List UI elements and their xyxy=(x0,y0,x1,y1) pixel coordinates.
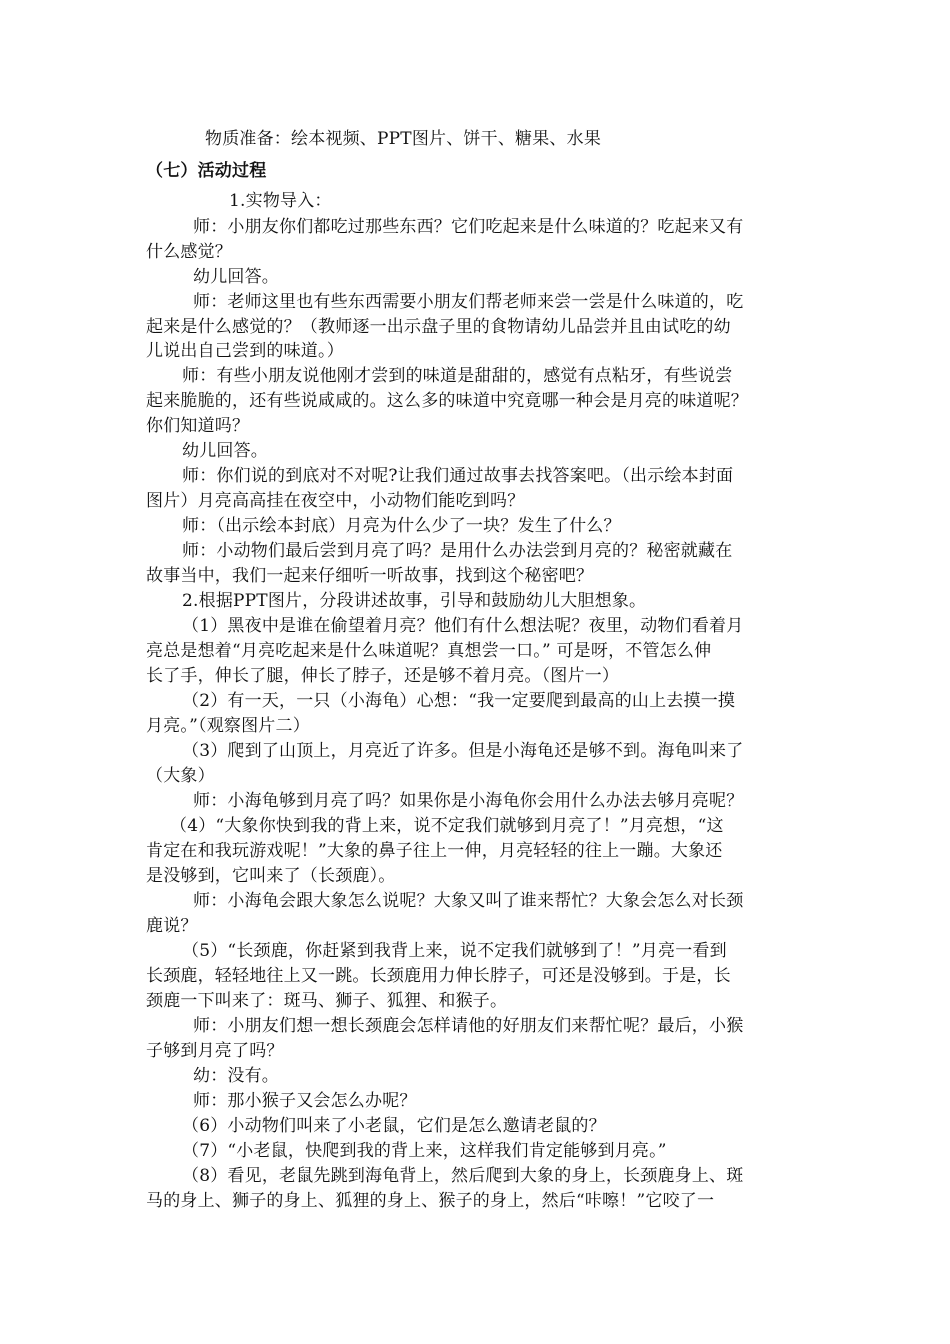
paragraph-line: 亮总是想着“月亮吃起来是什么味道呢？真想尝一口。” 可是呀，不管怎么伸 xyxy=(146,641,712,661)
paragraph-line: 师：（出示绘本封底）月亮为什么少了一块？发生了什么？ xyxy=(182,516,621,536)
paragraph-line: 长了手，伸长了腿，伸长了脖子，还是够不着月亮。（图片一） xyxy=(146,666,620,686)
paragraph-line: 起来是什么感觉的？（教师逐一出示盘子里的食物请幼儿品尝并且由试吃的幼 xyxy=(146,317,731,337)
paragraph-line: 故事当中，我们一起来仔细听一听故事，找到这个秘密吧？ xyxy=(146,566,594,586)
paragraph-line: 是没够到，它叫来了（长颈鹿）。 xyxy=(146,866,396,886)
paragraph-line: 师：小朋友你们都吃过那些东西？它们吃起来是什么味道的？吃起来又有 xyxy=(193,217,744,237)
paragraph-line: 师：小海龟够到月亮了吗？如果你是小海龟你会用什么办法去够月亮呢？ xyxy=(193,791,744,811)
paragraph-line: （6）小动物们叫来了小老鼠，它们是怎么邀请老鼠的？ xyxy=(182,1116,606,1136)
section-heading-activity-process: （七）活动过程 xyxy=(146,161,267,181)
step-2-heading: 2.根据PPT图片，分段讲述故事，引导和鼓励幼儿大胆想象。 xyxy=(182,591,647,611)
paragraph-line: 月亮。”（观察图片二） xyxy=(146,716,310,736)
paragraph-line: 马的身上、狮子的身上、狐狸的身上、猴子的身上，然后“咔嚓！”它咬了一 xyxy=(146,1191,715,1211)
paragraph-line: （1）黑夜中是谁在偷望着月亮？他们有什么想法呢？夜里，动物们看着月 xyxy=(182,616,744,636)
paragraph-line: 你们知道吗？ xyxy=(146,416,250,436)
material-preparation: 物质准备：绘本视频、PPT图片、饼干、糖果、水果 xyxy=(205,129,602,149)
paragraph-line: （3）爬到了山顶上，月亮近了许多。但是小海龟还是够不到。海龟叫来了 xyxy=(182,741,744,761)
paragraph-line: 什么感觉？ xyxy=(146,242,232,262)
paragraph-line: （8）看见，老鼠先跳到海龟背上，然后爬到大象的身上，长颈鹿身上、斑 xyxy=(182,1166,744,1186)
paragraph-line: 幼儿回答。 xyxy=(193,267,279,287)
paragraph-line: 儿说出自己尝到的味道。） xyxy=(146,341,344,361)
paragraph-line: 师：有些小朋友说他刚才尝到的味道是甜甜的，感觉有点粘牙，有些说尝 xyxy=(182,366,733,386)
paragraph-line: 图片）月亮高高挂在夜空中，小动物们能吃到吗？ xyxy=(146,491,525,511)
paragraph-line: （2）有一天，一只（小海龟）心想：“我一定要爬到最高的山上去摸一摸 xyxy=(182,691,736,711)
paragraph-line: （5）“长颈鹿，你赶紧到我背上来，说不定我们就够到了！”月亮一看到 xyxy=(182,941,727,961)
paragraph-line: 师：小动物们最后尝到月亮了吗？是用什么办法尝到月亮的？秘密就藏在 xyxy=(182,541,733,561)
paragraph-line: （4）“大象你快到我的背上来，说不定我们就够到月亮了！”月亮想，“这 xyxy=(170,816,724,836)
paragraph-line: 幼：没有。 xyxy=(193,1066,279,1086)
paragraph-line: 鹿说？ xyxy=(146,916,198,936)
paragraph-line: 幼儿回答。 xyxy=(182,441,268,461)
paragraph-line: 师：那小猴子又会怎么办呢？ xyxy=(193,1091,417,1111)
paragraph-line: 子够到月亮了吗？ xyxy=(146,1041,284,1061)
paragraph-line: （7）“小老鼠，快爬到我的背上来，这样我们肯定能够到月亮。” xyxy=(182,1141,667,1161)
paragraph-line: （大象） xyxy=(146,766,215,786)
step-1-heading: 1.实物导入： xyxy=(229,191,332,211)
paragraph-line: 师：小海龟会跟大象怎么说呢？大象又叫了谁来帮忙？大象会怎么对长颈 xyxy=(193,891,744,911)
paragraph-line: 长颈鹿，轻轻地往上又一跳。长颈鹿用力伸长脖子，可还是没够到。于是，长 xyxy=(146,966,731,986)
paragraph-line: 师：你们说的到底对不对呢?让我们通过故事去找答案吧。（出示绘本封面 xyxy=(182,466,734,486)
paragraph-line: 师：小朋友们想一想长颈鹿会怎样请他的好朋友们来帮忙呢？最后，小猴 xyxy=(193,1016,744,1036)
paragraph-line: 师：老师这里也有些东西需要小朋友们帮老师来尝一尝是什么味道的，吃 xyxy=(193,292,744,312)
paragraph-line: 起来脆脆的，还有些说咸咸的。这么多的味道中究竟哪一种会是月亮的味道呢？ xyxy=(146,391,748,411)
paragraph-line: 肯定在和我玩游戏呢！”大象的鼻子往上一伸，月亮轻轻的往上一蹦。大象还 xyxy=(146,841,723,861)
paragraph-line: 颈鹿一下叫来了：斑马、狮子、狐狸、和猴子。 xyxy=(146,991,508,1011)
